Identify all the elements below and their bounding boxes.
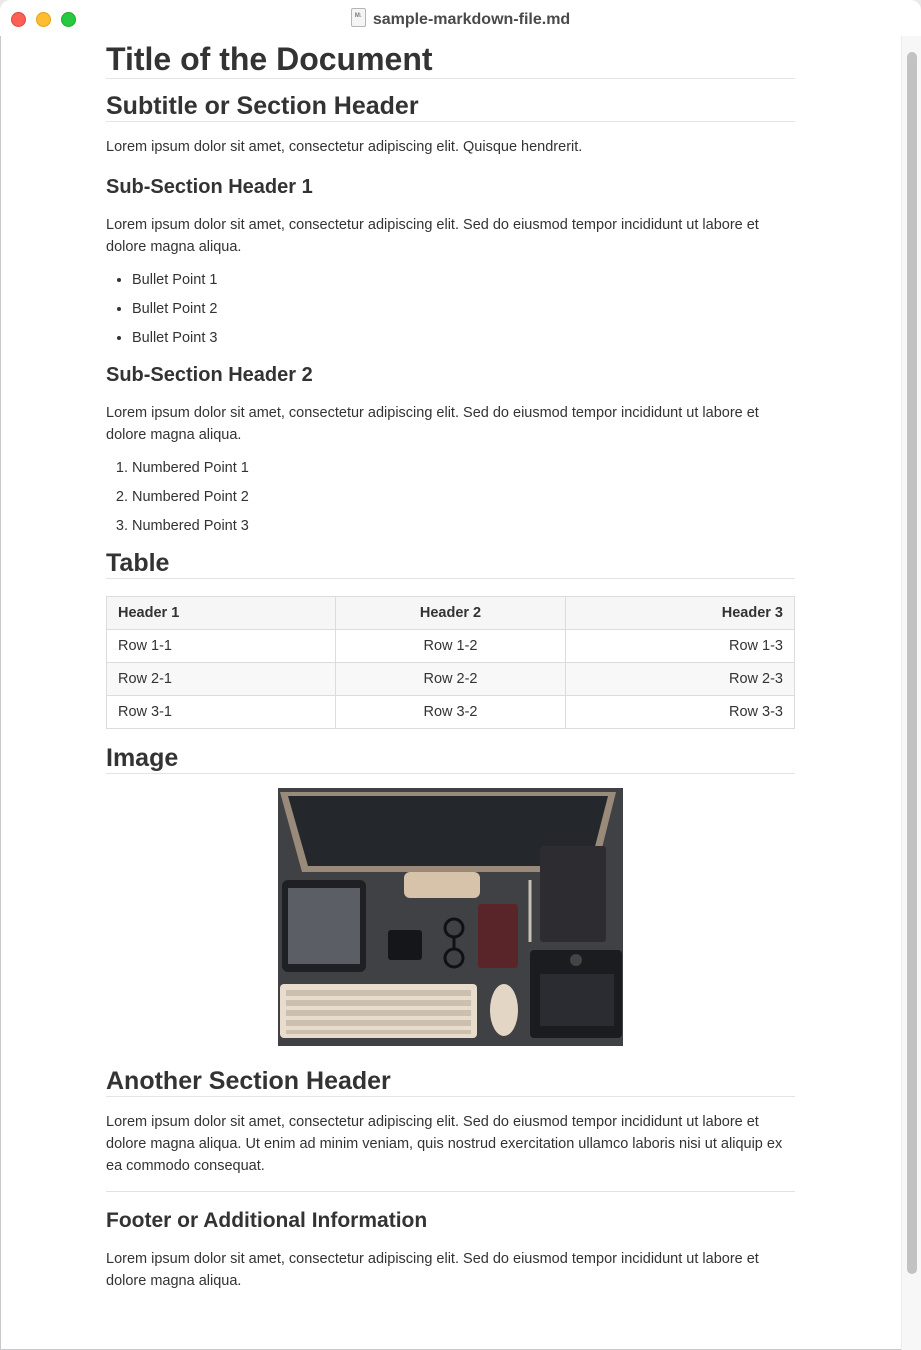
- window-title-group: [0, 8, 921, 29]
- subsection-2-heading: Sub-Section Header 2: [106, 364, 313, 386]
- list-item: 3. Numbered Point 3: [132, 516, 795, 536]
- list-item: • Bullet Point 3: [132, 328, 795, 348]
- footer-paragraph: Lorem ipsum dolor sit amet, consectetur adipiscing elit. Sed do eiusmod tempor incididunt ut labore et dolore magna aliqua.: [106, 1251, 759, 1289]
- table-cell: Row 2-2: [336, 663, 565, 696]
- table-cell: Row 2-1: [107, 663, 336, 696]
- subsection-2-paragraph: Lorem ipsum dolor sit amet, consectetur adipiscing elit. Sed do eiusmod tempor incididunt ut labore et dolore magna aliqua.: [106, 405, 759, 443]
- table-cell: Row 1-3: [565, 630, 794, 663]
- bullet-list: [106, 270, 795, 348]
- table-row: [107, 696, 795, 729]
- table-cell: Row 3-1: [107, 696, 336, 729]
- title-bar[interactable]: [0, 0, 921, 36]
- list-item: 1. Numbered Point 1: [132, 458, 795, 478]
- table-cell: Row 3-3: [565, 696, 794, 729]
- subtitle-heading: Subtitle or Section Header: [106, 91, 795, 122]
- table-cell: Row 3-2: [336, 696, 565, 729]
- table-cell: Row 1-1: [107, 630, 336, 663]
- table-header-row: [107, 597, 795, 630]
- table-header-cell: Header 1: [107, 597, 336, 630]
- table-header-cell: Header 2: [336, 597, 565, 630]
- numbered-list: [106, 458, 795, 536]
- window-title: sample-markdown-file.md: [372, 11, 571, 28]
- another-section-paragraph: Lorem ipsum dolor sit amet, consectetur adipiscing elit. Sed do eiusmod tempor incididunt ut labore et dolore magna aliqua. Ut enim ad minim veniam, quis nostrud exercitation ullamco laboris nisi ut aliquip ex ea commodo consequat.: [106, 1114, 783, 1174]
- markdown-file-icon: [351, 8, 366, 27]
- scrollbar-thumb[interactable]: [907, 52, 917, 1274]
- desk-setup-image: [278, 788, 623, 1046]
- document-title: Title of the Document: [106, 40, 795, 79]
- footer-heading: Footer or Additional Information: [106, 1209, 428, 1232]
- subsection-1-paragraph: Lorem ipsum dolor sit amet, consectetur adipiscing elit. Sed do eiusmod tempor incididunt ut labore et dolore magna aliqua.: [106, 217, 759, 255]
- table-row: [107, 630, 795, 663]
- document-content: [106, 36, 795, 1292]
- table-row: [107, 663, 795, 696]
- image-heading: Image: [106, 743, 795, 774]
- another-section-heading: Another Section Header: [106, 1066, 795, 1097]
- intro-paragraph: Lorem ipsum dolor sit amet, consectetur adipiscing elit. Quisque hendrerit.: [106, 139, 583, 155]
- table-header-cell: Header 3: [565, 597, 794, 630]
- subsection-1-heading: Sub-Section Header 1: [106, 176, 313, 198]
- horizontal-rule: [106, 1191, 795, 1192]
- table-cell: Row 1-2: [336, 630, 565, 663]
- data-table: [106, 596, 795, 729]
- table-cell: Row 2-3: [565, 663, 794, 696]
- list-item: • Bullet Point 2: [132, 299, 795, 319]
- image-container: [106, 788, 795, 1046]
- list-item: • Bullet Point 1: [132, 270, 795, 290]
- list-item: 2. Numbered Point 2: [132, 487, 795, 507]
- table-heading: Table: [106, 548, 795, 579]
